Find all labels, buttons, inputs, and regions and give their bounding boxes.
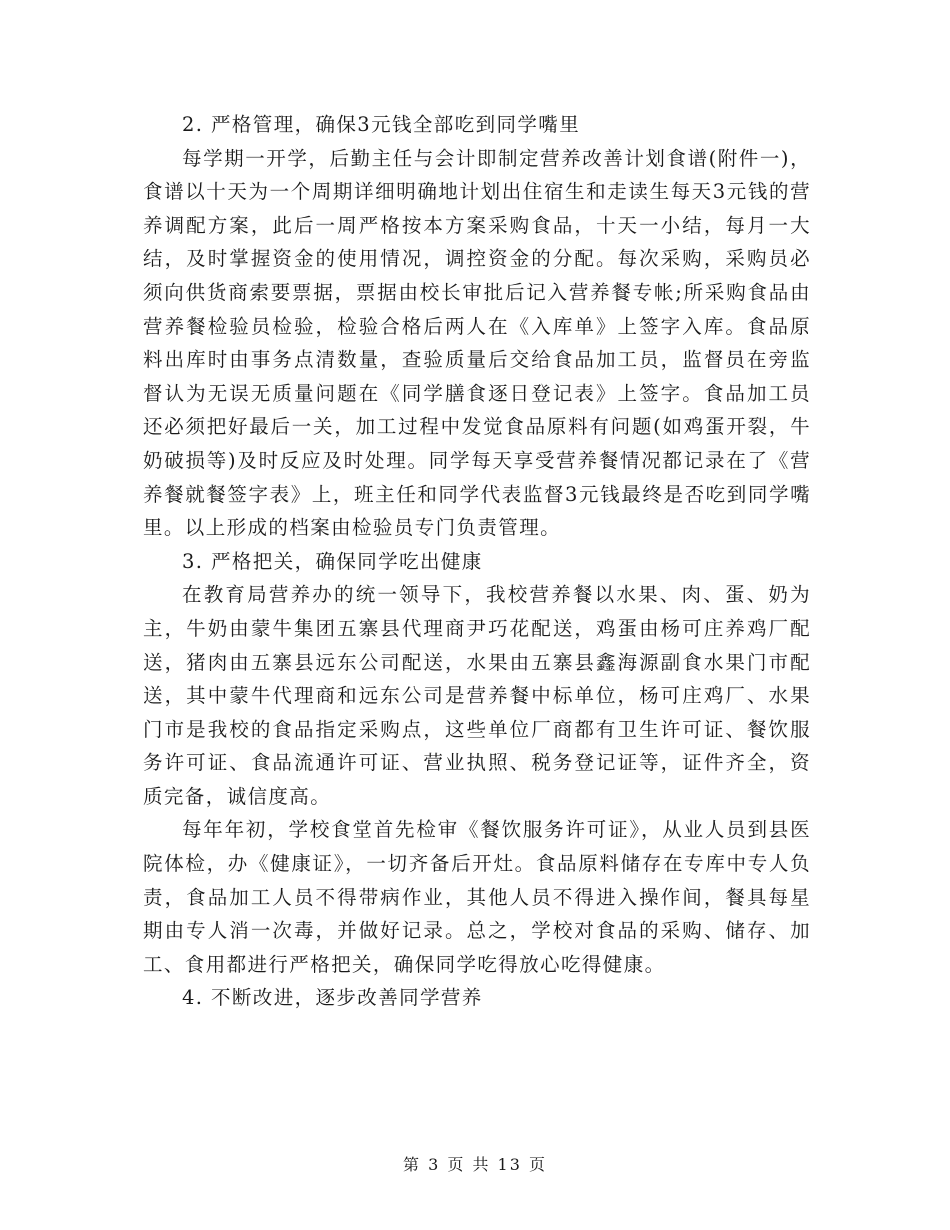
paragraph-suppliers: 在教育局营养办的统一领导下，我校营养餐以水果、肉、蛋、奶为主，牛奶由蒙牛集团五寨县代理商尹巧花配送，鸡蛋由杨可庄养鸡厂配送，猪肉由五寨县远东公司配送，水果由五寨县鑫海源副食水果门市配送，其中蒙牛代理商和远东公司是营养餐中标单位，杨可庄鸡厂、水果门市是我校的食品指定采购点，这些单位厂商都有卫生许可证、餐饮服务许可证、食品流通许可证、营业执照、税务登记证等，证件齐全，资质完备，诚信度高。 [143,583,811,808]
section-heading-3: 3. 严格把关，确保同学吃出健康 [182,549,483,573]
section-heading-4: 4. 不断改进，逐步改善同学营养 [182,986,483,1010]
paragraph-hygiene: 每年年初，学校食堂首先检审《餐饮服务许可证》，从业人员到县医院体检，办《健康证》，一切齐备后开灶。食品原料储存在专库中专人负责，食品加工人员不得带病作业，其他人员不得进入操作间，餐具每星期由专人消一次毒，并做好记录。总之，学校对食品的采购、储存、加工、食用都进行严格把关，确保同学吃得放心吃得健康。 [143,818,811,976]
page-number-footer: 第 3 页 共 13 页 [403,1155,547,1174]
section-heading-2: 2. 严格管理，确保3元钱全部吃到同学嘴里 [182,113,581,136]
paragraph-procurement: 每学期一开学，后勤主任与会计即制定营养改善计划食谱(附件一)，食谱以十天为一个周期详细明确地计划出住宿生和走读生每天3元钱的营养调配方案，此后一周严格按本方案采购食品，十天一小结，每月一大结，及时掌握资金的使用情况，调控资金的分配。每次采购，采购员必须向供货商索要票据，票据由校长审批后记入营养餐专帐;所采购食品由营养餐检验员检验，检验合格后两人在《入库单》上签字入库。食品原料出库时由事务点清数量，查验质量后交给食品加工员，监督员在旁监督认为无误无质量问题在《同学膳食逐日登记表》上签字。食品加工员还必须把好最后一关，加工过程中发觉食品原料有问题(如鸡蛋开裂，牛奶破损等)及时反应及时处理。同学每天享受营养餐情况都记录在了《营养餐就餐签字表》上，班主任和同学代表监督3元钱最终是否吃到同学嘴里。以上形成的档案由检验员专门负责管理。 [143,146,811,540]
document-body [143,108,811,1015]
